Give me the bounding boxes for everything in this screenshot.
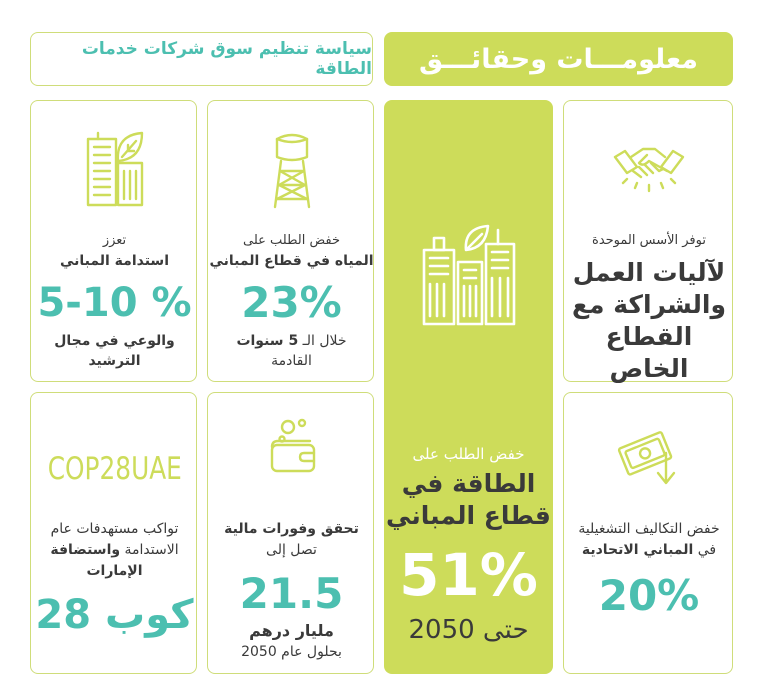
wallet-coins-icon	[266, 417, 322, 477]
operating-line-1: خفض التكاليف التشغيلية	[578, 521, 720, 537]
card-partnership	[563, 100, 733, 382]
card-operating-costs	[563, 392, 733, 674]
energy-intro: خفض الطلب على	[412, 445, 525, 463]
water-bold: المياه في قطاع المباني	[209, 253, 374, 269]
sustainability-bold-2: والوعي في مجال	[54, 333, 175, 349]
water-value: 23%	[241, 278, 342, 327]
savings-bold-1: تحقق وفورات مالية	[224, 521, 359, 537]
card-energy	[384, 100, 553, 674]
handshake-icon	[611, 131, 687, 195]
partnership-big-2: والشراكة مع	[571, 290, 727, 319]
savings-bold-2: مليار درهم	[249, 621, 334, 640]
operating-line-2	[564, 542, 734, 558]
card-water	[207, 100, 374, 382]
partnership-big-3: القطاع الخاص	[605, 322, 693, 383]
header-title-banner	[384, 32, 733, 86]
energy-bold-1: الطاقة في	[401, 469, 536, 498]
header-subtitle-box	[30, 32, 373, 86]
water-note-bold: 5 سنوات	[236, 333, 299, 349]
savings-value: 21.5	[239, 569, 344, 618]
operating-line-2-bold: المباني الاتحادية	[581, 542, 694, 558]
operating-line-2-prefix: في	[697, 542, 717, 558]
page-subtitle: سياسة تنظيم سوق شركات خدمات الطاقة	[81, 39, 372, 79]
card-savings	[207, 392, 374, 674]
energy-year: حتى 2050	[408, 615, 529, 645]
cop28-logo-uae: UAE	[131, 451, 182, 487]
partnership-big-1: لآليات العمل	[572, 258, 726, 287]
cop-value: كوب 28	[35, 592, 194, 638]
cop-line-2-bold: واستضافة	[50, 542, 121, 558]
cop-line-1: تواكب مستهدفات عام	[50, 521, 179, 537]
water-note-suffix: القادمة	[271, 353, 312, 369]
cop-line-2-prefix: الاستدامة	[124, 542, 179, 558]
operating-value: 20%	[598, 571, 700, 620]
sustainability-intro: تعزز	[102, 233, 127, 248]
card-sustainability	[30, 100, 197, 382]
page-title: معلومـــات وحقائـــق	[419, 43, 698, 75]
water-note	[208, 333, 375, 349]
sustainability-bold-3: الترشيد	[88, 353, 141, 369]
sustainability-bold: استدامة المباني	[59, 253, 170, 269]
energy-bold-2: قطاع المباني	[386, 501, 551, 530]
money-down-icon	[616, 423, 682, 491]
green-building-icon	[84, 129, 146, 209]
savings-line-2: تصل إلى	[266, 542, 317, 558]
card-cop28	[30, 392, 197, 674]
cop28-logo-28: 28	[99, 451, 132, 487]
cop-line-3: الإمارات	[86, 563, 143, 579]
savings-line-3: بحلول عام 2050	[241, 644, 342, 660]
sustainability-value: 5-10 %	[37, 280, 192, 326]
cop-line-2	[31, 542, 198, 558]
cop28-logo-cop: COP	[47, 451, 100, 487]
water-tower-icon	[271, 131, 313, 211]
cop28-logo	[48, 451, 182, 487]
water-note-prefix: خلال الـ	[302, 333, 347, 349]
buildings-leaf-icon	[414, 220, 524, 328]
energy-value: 51%	[399, 541, 538, 609]
water-intro: خفض الطلب على	[242, 233, 340, 248]
partnership-intro: توفر الأسس الموحدة	[592, 233, 706, 248]
